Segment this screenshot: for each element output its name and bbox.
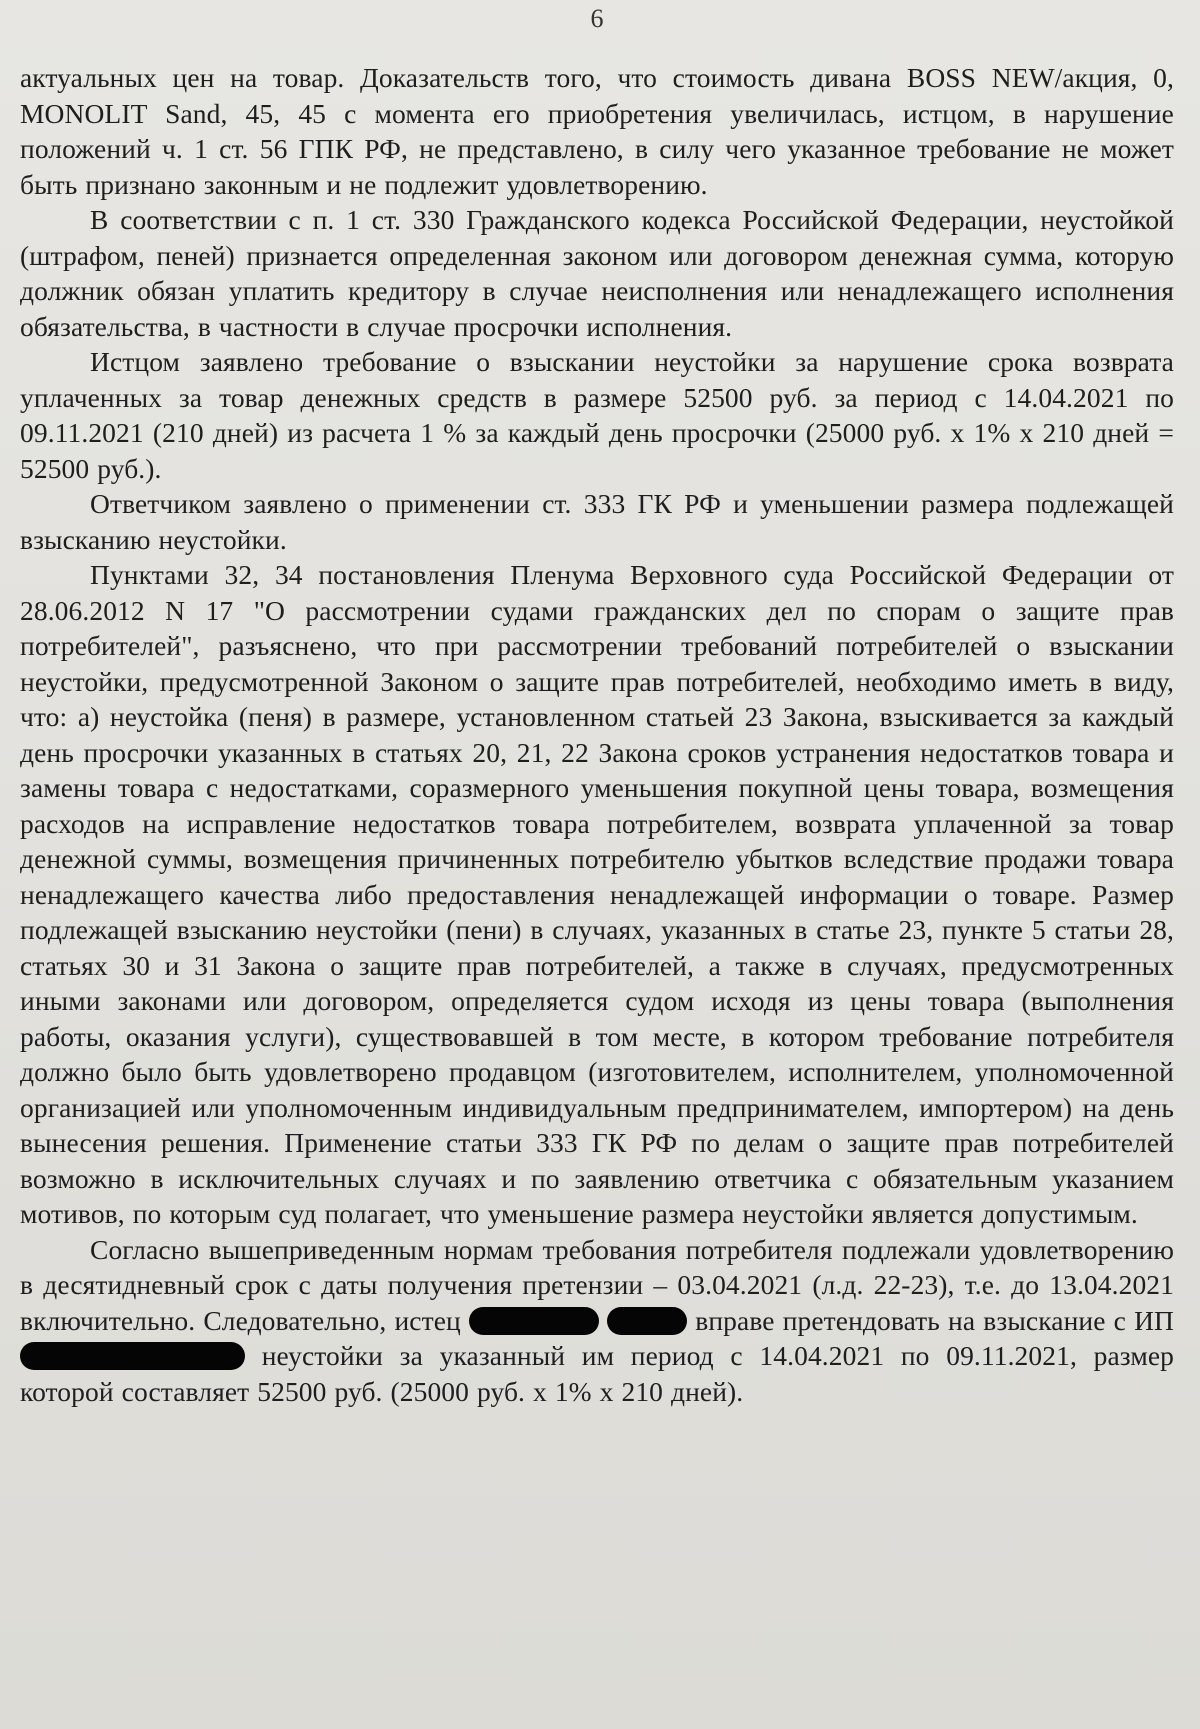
paragraph-4: Ответчиком заявлено о применении ст. 333 ГК РФ и уменьшении размера подлежащей взысканию неустойки.	[20, 488, 1174, 555]
paragraph-3: Истцом заявлено требование о взыскании неустойки за нарушение срока возврата уплаченных за товар денежных средств в размере 52500 руб. за период с 14.04.2021 по 09.11.2021 (210 дней) из расчета 1 % за каждый день просрочки (25000 руб. х 1% х 210 дней = 52500 руб.).	[20, 346, 1174, 484]
paragraph-6-part-2: вправе претендовать на взыскание с ИП	[695, 1304, 1174, 1336]
paragraph-2: В соответствии с п. 1 ст. 330 Гражданского кодекса Российской Федерации, неустойкой (штрафом, пеней) признается определенная законом или договором денежная сумма, которую должник обязан уплатить кредитору в случае неисполнения или ненадлежащего исполнения обязательства, в частности в случае просрочки исполнения.	[20, 204, 1174, 342]
redaction-bar	[20, 1342, 245, 1370]
redaction-bar	[607, 1307, 687, 1335]
page-number: 6	[590, 4, 604, 33]
paragraph-6-part-3: неустойки за указанный им период с 14.04.2021 по 09.11.2021, размер которой составляет 52500 руб. (25000 руб. х 1% х 210 дней).	[20, 1340, 1174, 1407]
paragraph-5: Пунктами 32, 34 постановления Пленума Верховного суда Российской Федерации от 28.06.2012 N 17 "О рассмотрении судами гражданских дел по спорам о защите прав потребителей", разъяснено, что при рассмотрении требований потребителей о взыскании неустойки, предусмотренной Законом о защите прав потребителей, необходимо иметь в виду, что: а) неустойка (пеня) в размере, установленном статьей 23 Закона, взыскивается за каждый день просрочки указанных в статьях 20, 21, 22 Закона сроков устранения недостатков товара и замены товара с недостатками, соразмерного уменьшения покупной цены товара, возмещения расходов на исправление недостатков товара потребителем, возврата уплаченной за товар денежной суммы, возмещения причиненных потребителю убытков вследствие продажи товара ненадлежащего качества либо предоставления ненадлежащей информации о товаре. Размер подлежащей взысканию неустойки (пени) в случаях, указанных в статье 23, пункте 5 статьи 28, статьях 30 и 31 Закона о защите прав потребителей, а также в случаях, предусмотренных иными законами или договором, определяется судом исходя из цены товара (выполнения работы, оказания услуги), существовавшей в том месте, в котором требование потребителя должно было быть удовлетворено продавцом (изготовителем, исполнителем, уполномоченной организацией или уполномоченным индивидуальным предпринимателем, импортером) на день вынесения решения. Применение статьи 333 ГК РФ по делам о защите прав потребителей возможно в исключительных случаях и по заявлению ответчика с обязательным указанием мотивов, по которым суд полагает, что уменьшение размера неустойки является допустимым.	[20, 559, 1174, 1229]
paragraph-6-part-1: Согласно вышеприведенным нормам требования потребителя подлежали удовлетворению в десятидневный срок с даты получения претензии – 03.04.2021 (л.д. 22-23), т.е. до 13.04.2021 включительно. Следовательно, истец	[20, 1233, 1174, 1336]
redaction-bar	[469, 1307, 599, 1335]
paragraph-1: актуальных цен на товар. Доказательств того, что стоимость дивана BOSS NEW/акция, 0, MONOLIT Sand, 45, 45 с момента его приобретения увеличилась, истцом, в нарушение положений ч. 1 ст. 56 ГПК РФ, не представлено, в силу чего указанное требование не может быть признано законным и не подлежит удовлетворению.	[20, 62, 1174, 200]
paragraph-6	[20, 1232, 1174, 1410]
